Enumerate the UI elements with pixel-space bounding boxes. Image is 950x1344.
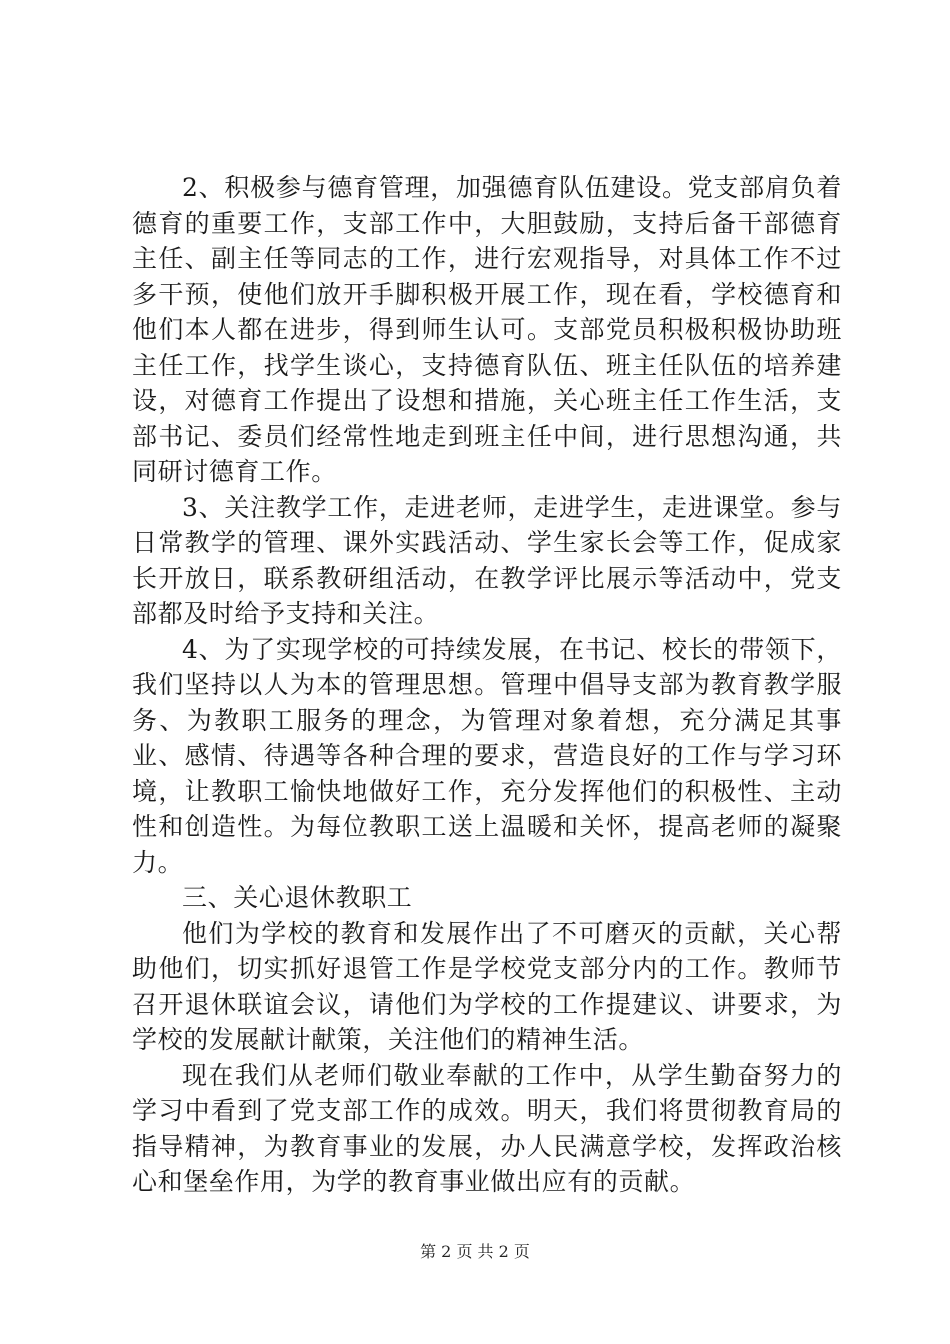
paragraph-teaching-work: 3、关注教学工作，走进老师，走进学生，走进课堂。参与日常教学的管理、课外实践活动、学生家长会等工作，促成家长开放日，联系教研组活动，在教学评比展示等活动中，党支部都及时给予支持和关注。 (132, 492, 842, 628)
paragraph-sustainable-development: 4、为了实现学校的可持续发展，在书记、校长的带领下，我们坚持以人为本的管理思想。管理中倡导支部为教育教学服务、为教职工服务的理念，为管理对象着想，充分满足其事业、感情、待遇等各种合理的要求，营造良好的工作与学习环境，让教职工愉快地做好工作，充分发挥他们的积极性、主动性和创造性。为每位教职工送上温暖和关怀，提高老师的凝聚力。 (132, 634, 842, 877)
paragraph-conclusion: 现在我们从老师们敬业奉献的工作中，从学生勤奋努力的学习中看到了党支部工作的成效。明天，我们将贯彻教育局的指导精神，为教育事业的发展，办人民满意学校，发挥政治核心和堡垒作用，为学的教育事业做出应有的贡献。 (132, 1060, 842, 1196)
paragraph-retired-staff: 他们为学校的教育和发展作出了不可磨灭的贡献，关心帮助他们，切实抓好退管工作是学校党支部分内的工作。教师节召开退休联谊会议，请他们为学校的工作提建议、讲要求，为学校的发展献计献策，关注他们的精神生活。 (132, 918, 842, 1054)
section-heading-retired-staff: 三、关心退休教职工 (182, 883, 413, 912)
document-body (132, 170, 842, 1200)
page-number-footer: 第 2 页 共 2 页 (420, 1242, 530, 1261)
paragraph-moral-education: 2、积极参与德育管理，加强德育队伍建设。党支部肩负着德育的重要工作，支部工作中，大胆鼓励，支持后备干部德育主任、副主任等同志的工作，进行宏观指导，对具体工作不过多干预，使他们放开手脚积极开展工作，现在看，学校德育和他们本人都在进步，得到师生认可。支部党员积极积极协助班主任工作，找学生谈心，支持德育队伍、班主任队伍的培养建设，对德育工作提出了设想和措施，关心班主任工作生活，支部书记、委员们经常性地走到班主任中间，进行思想沟通，共同研讨德育工作。 (132, 173, 842, 486)
